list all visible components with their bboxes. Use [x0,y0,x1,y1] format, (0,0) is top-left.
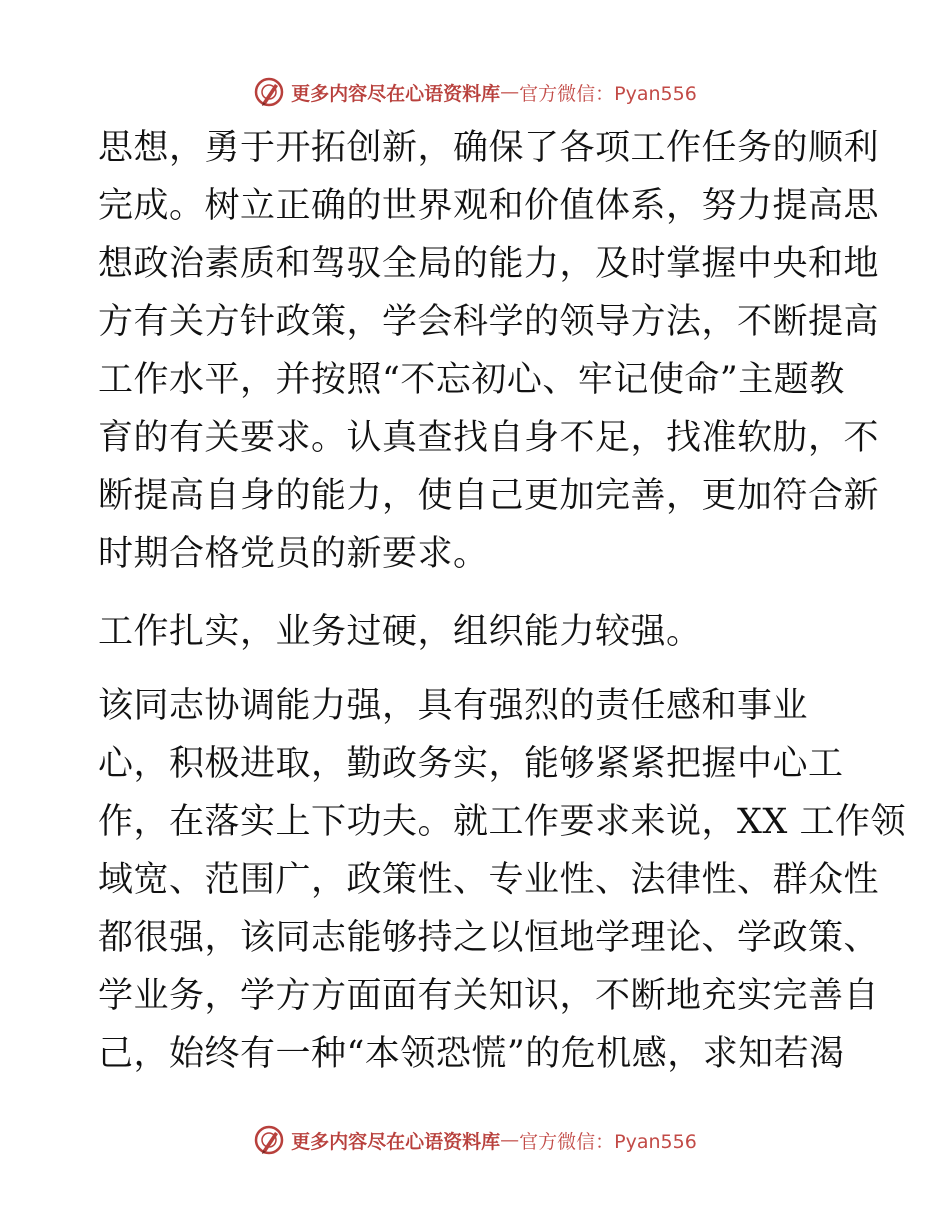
watermark-main-text: 更多内容尽在心语资料库 [291,1130,501,1153]
text-line: 完成。树立正确的世界观和价值体系，努力提高思 [98,186,880,226]
text-line: 都很强，该同志能够持之以恒地学理论、学政策、 [98,918,880,958]
text-line: 该同志协调能力强，具有强烈的责任感和事业 [98,686,809,726]
watermark-separator: — [500,81,520,103]
header-watermark [0,72,950,112]
text-line: 育的有关要求。认真查找自身不足，找准软肋，不 [98,418,880,458]
pen-logo-icon [253,76,285,108]
text-line: 断提高自身的能力，使自己更加完善，更加符合新 [98,476,880,516]
footer-watermark [0,1120,950,1160]
text-line: 工作扎实，业务过硬，组织能力较强。 [98,612,702,652]
watermark-wechat-text: 官方微信：Pyan556 [519,1130,697,1153]
watermark-main-text: 更多内容尽在心语资料库 [291,82,501,105]
text-line: 域宽、范围广，政策性、专业性、法律性、群众性 [98,860,880,900]
text-line: 想政治素质和驾驭全局的能力，及时掌握中央和地 [98,244,880,284]
text-line: 思想，勇于开拓创新，确保了各项工作任务的顺利 [98,128,880,168]
pen-logo-icon [253,1124,285,1156]
text-line: 工作水平，并按照“不忘初心、牢记使命”主题教 [98,360,845,400]
text-line: 方有关方针政策，学会科学的领导方法，不断提高 [98,302,880,342]
watermark-separator: — [500,1129,520,1151]
text-line: 时期合格党员的新要求。 [98,534,489,574]
text-line: 己，始终有一种“本领恐慌”的危机感，求知若渴 [98,1034,845,1074]
text-line: 作，在落实上下功夫。就工作要求来说，XX 工作领 [98,802,906,842]
watermark-wechat-text: 官方微信：Pyan556 [519,82,697,105]
text-line: 学业务，学方方面面有关知识，不断地充实完善自 [98,976,880,1016]
text-line: 心，积极进取，勤政务实，能够紧紧把握中心工 [98,744,844,784]
